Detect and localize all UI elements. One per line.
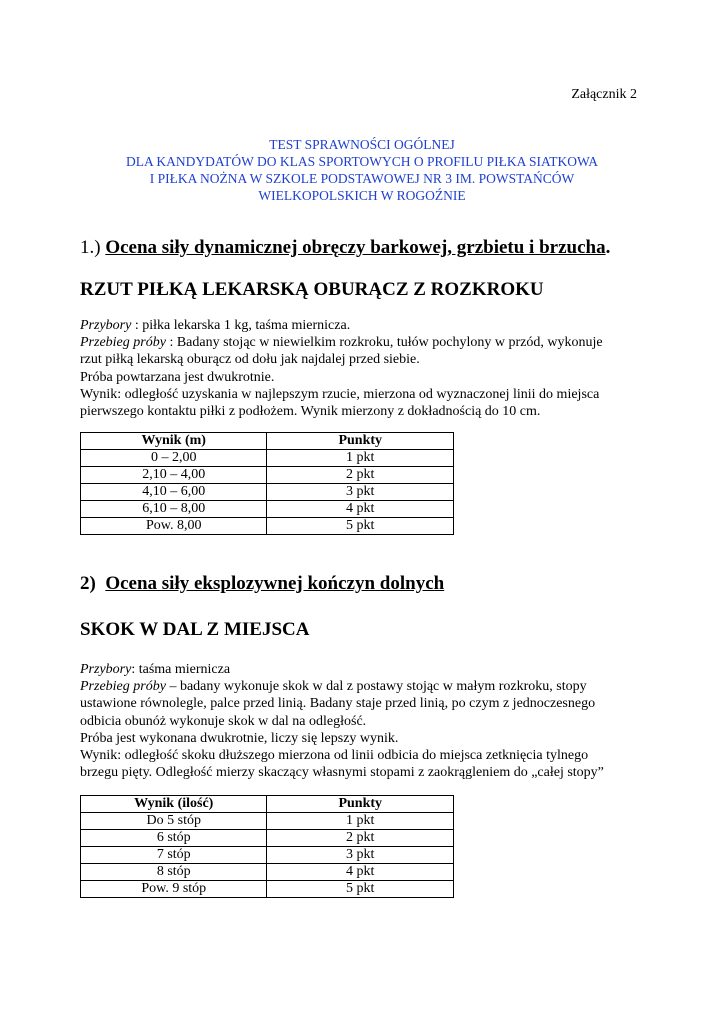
table-header-cell: Wynik (m)	[81, 433, 267, 450]
section2-number: 2)	[80, 573, 96, 594]
table-row	[81, 501, 454, 518]
section2-test-name: SKOK W DAL Z MIEJSCA	[80, 619, 310, 640]
section1-title-end: .	[605, 237, 611, 258]
table-cell: 0 – 2,00	[81, 450, 267, 467]
document-header	[60, 136, 664, 204]
section1-test-name: RZUT PIŁKĄ LEKARSKĄ OBURĄCZ Z ROZKROKU	[80, 279, 544, 300]
table-cell: Do 5 stóp	[81, 813, 267, 830]
table-row	[81, 813, 454, 830]
table-row	[81, 467, 454, 484]
repeat-text: Próba jest wykonana dwukrotnie, liczy się lepszy wynik.	[80, 730, 399, 746]
section2-title: Ocena siły eksplozywnej kończyn dolnych	[105, 573, 445, 594]
table-cell: 4 pkt	[267, 501, 454, 518]
section1-title: Ocena siły dynamicznej obręczy barkowej, grzbietu i brzucha	[105, 237, 606, 258]
table-cell: 7 stóp	[81, 847, 267, 864]
table-row	[81, 518, 454, 535]
attachment-label: Załącznik 2	[571, 87, 637, 102]
header-line: I PIŁKA NOŻNA W SZKOLE PODSTAWOWEJ NR 3 IM. POWSTAŃCÓW	[149, 171, 575, 186]
table-header-cell: Wynik (ilość)	[81, 796, 267, 813]
table-cell: 4 pkt	[267, 864, 454, 881]
header-line: DLA KANDYDATÓW DO KLAS SPORTOWYCH O PROFILU PIŁKA SIATKOWA	[126, 154, 598, 169]
table-cell: 5 pkt	[267, 518, 454, 535]
table-header-row	[81, 796, 454, 813]
procedure-line: ustawione równolegle, palce przed linią. Badany staje przed linią, po czym z jednoczesnego	[80, 696, 596, 712]
procedure-label: Przebieg próby	[80, 679, 166, 695]
table-row	[81, 450, 454, 467]
table-cell: 6 stóp	[81, 830, 267, 847]
table-cell: 2,10 – 4,00	[81, 467, 267, 484]
table-cell: 3 pkt	[267, 484, 454, 501]
table-row	[81, 864, 454, 881]
table-cell: 2 pkt	[267, 830, 454, 847]
result-line: pierwszego kontaktu piłki z podłożem. Wynik mierzony z dokładnością do 10 cm.	[80, 404, 541, 420]
header-line: WIELKOPOLSKICH W ROGOŹNIE	[258, 188, 466, 203]
table-cell: Pow. 9 stóp	[81, 881, 267, 898]
section2-heading	[80, 573, 444, 595]
equipment-label: Przybory	[80, 662, 132, 677]
result-line: Wynik: odległość skoku dłuższego mierzona od linii odbicia do miejsca zetknięcia tylnego	[80, 748, 589, 764]
equipment-label: Przybory	[80, 318, 132, 333]
table-cell: 2 pkt	[267, 467, 454, 484]
table-cell: 4,10 – 6,00	[81, 484, 267, 501]
table-cell: 8 stóp	[81, 864, 267, 881]
section1-description	[80, 317, 650, 420]
table-row	[81, 847, 454, 864]
header-line: TEST SPRAWNOŚCI OGÓLNEJ	[269, 137, 455, 152]
result-line: Wynik: odległość uzyskania w najlepszym rzucie, mierzona od wyznaczonej linii do miejsca	[80, 386, 600, 402]
table-cell: 3 pkt	[267, 847, 454, 864]
table-header-cell: Punkty	[267, 433, 454, 450]
table-row	[81, 484, 454, 501]
section1-score-table	[80, 432, 454, 535]
result-line: brzegu pięty. Odległość mierzy skaczący własnymi stopami z zaokrągleniem do „całej stopy”	[80, 765, 604, 781]
table-cell: 1 pkt	[267, 450, 454, 467]
table-row	[81, 830, 454, 847]
table-cell: Pow. 8,00	[81, 518, 267, 535]
procedure-text: : Badany stojąc w niewielkim rozkroku, tułów pochylony w przód, wykonuje	[165, 335, 603, 351]
procedure-line: odbicia obunóż wykonuje skok w dal na odległość.	[80, 713, 367, 729]
table-cell: 1 pkt	[267, 813, 454, 830]
table-cell: 6,10 – 8,00	[81, 501, 267, 518]
procedure-label: Przebieg próby	[80, 335, 166, 351]
equipment-text: : taśma miernicza	[131, 662, 231, 677]
section1-number: 1.)	[80, 237, 101, 258]
table-row	[81, 881, 454, 898]
procedure-line: rzut piłką lekarską oburącz od dołu jak najdalej przed siebie.	[80, 352, 420, 368]
section2-description	[80, 661, 650, 781]
table-cell: 5 pkt	[267, 881, 454, 898]
section1-heading	[80, 237, 610, 259]
table-header-row	[81, 433, 454, 450]
equipment-text: : piłka lekarska 1 kg, taśma miernicza.	[131, 318, 351, 333]
table-header-cell: Punkty	[267, 796, 454, 813]
procedure-text: – badany wykonuje skok w dal z postawy stojąc w małym rozkroku, stopy	[165, 679, 587, 695]
repeat-text: Próba powtarzana jest dwukrotnie.	[80, 369, 275, 385]
section2-score-table	[80, 795, 454, 898]
